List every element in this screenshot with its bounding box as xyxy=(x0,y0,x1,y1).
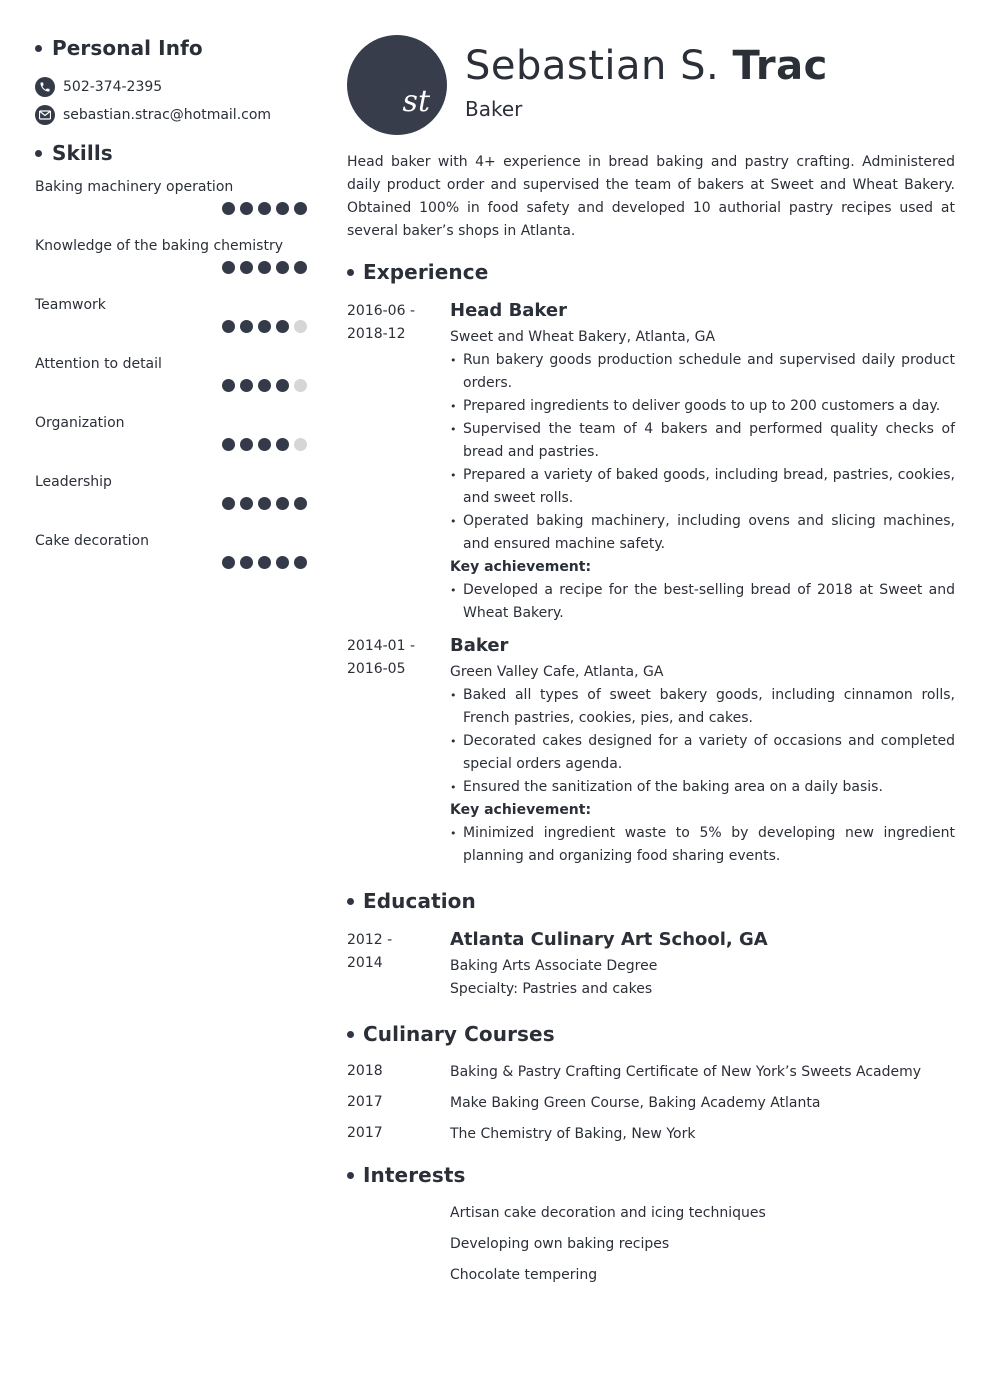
bullet-text: Developed a recipe for the best-selling bread of 2018 at Sweet and Wheat Bakery. xyxy=(463,582,955,621)
education-details xyxy=(450,929,955,1001)
rating-dot-filled xyxy=(240,438,253,451)
bullet-text: Prepared a variety of baked goods, including bread, pastries, cookies, and sweet rolls. xyxy=(463,467,955,506)
skill-item xyxy=(35,472,307,531)
key-achievement-label: Key achievement: xyxy=(450,559,592,575)
course-year: 2018 xyxy=(347,1063,383,1079)
bullet-icon: • xyxy=(450,781,457,794)
courses-heading xyxy=(347,1021,955,1047)
skill-name: Teamwork xyxy=(35,297,106,313)
rating-dot-filled xyxy=(276,379,289,392)
skill-rating xyxy=(222,202,307,215)
education-date-from: 2012 - xyxy=(347,932,393,948)
phone-icon xyxy=(35,77,55,97)
bullet-icon: • xyxy=(450,735,457,748)
skill-name: Baking machinery operation xyxy=(35,179,234,195)
personal-info-heading xyxy=(35,36,307,60)
job-bullet xyxy=(450,418,955,464)
skill-name: Attention to detail xyxy=(35,356,162,372)
degree: Baking Arts Associate Degree xyxy=(450,958,658,974)
course-year: 2017 xyxy=(347,1094,383,1110)
company-name: Sweet and Wheat Bakery, Atlanta, GA xyxy=(450,329,716,345)
education-date xyxy=(347,929,450,1001)
bullet-text: Decorated cakes designed for a variety of occasions and completed special orders agenda. xyxy=(463,733,955,772)
full-name xyxy=(465,41,828,91)
bullet-icon: • xyxy=(450,354,457,367)
rating-dot-filled xyxy=(222,202,235,215)
interest-list xyxy=(347,1197,955,1290)
skill-name: Knowledge of the baking chemistry xyxy=(35,238,283,254)
interest-item: Artisan cake decoration and icing techniques xyxy=(450,1204,766,1221)
job-date-to: 2018-12 xyxy=(347,326,406,342)
rating-dot-filled xyxy=(222,556,235,569)
rating-dot-filled xyxy=(276,438,289,451)
skill-item xyxy=(35,295,307,354)
skills-title: Skills xyxy=(52,141,113,165)
skill-rating xyxy=(222,497,307,510)
experience-heading xyxy=(347,259,955,285)
education-date-to: 2014 xyxy=(347,955,383,971)
rating-dot-filled xyxy=(276,202,289,215)
personal-info-title: Personal Info xyxy=(52,36,203,60)
job-date xyxy=(347,300,450,625)
bullet-text: Run bakery goods production schedule and supervised daily product orders. xyxy=(463,352,955,391)
education-entry xyxy=(347,929,955,1001)
sidebar xyxy=(35,36,307,590)
main-content xyxy=(347,35,955,1290)
section-bullet-icon xyxy=(35,150,42,157)
summary-paragraph: Head baker with 4+ experience in bread baking and pastry crafting. Administered daily product order and supervised the team of bakers at Sweet and Wheat Bakery. Obtained 100% in food safety and developed 10 authorial pastry recipes used at several baker’s shops in Atlanta. xyxy=(347,154,955,239)
phone-number[interactable]: 502-374-2395 xyxy=(63,79,163,95)
skill-item xyxy=(35,413,307,472)
rating-dot-filled xyxy=(294,497,307,510)
rating-dot-filled xyxy=(294,556,307,569)
rating-dot-filled xyxy=(240,379,253,392)
rating-dot-filled xyxy=(258,261,271,274)
school-name: Atlanta Culinary Art School, GA xyxy=(450,929,768,950)
resume-header xyxy=(347,35,955,135)
courses-title: Culinary Courses xyxy=(363,1022,555,1046)
rating-dot-filled xyxy=(222,438,235,451)
interest-item: Chocolate tempering xyxy=(450,1266,598,1283)
course-row xyxy=(347,1056,955,1087)
job-bullet xyxy=(450,776,955,799)
bullet-text: Baked all types of sweet bakery goods, including cinnamon rolls, French pastries, cookies, pies, and cakes. xyxy=(463,687,955,726)
course-name: Baking & Pastry Crafting Certificate of New York’s Sweets Academy xyxy=(450,1063,922,1080)
skill-item xyxy=(35,236,307,295)
rating-dot-filled xyxy=(258,379,271,392)
job-date xyxy=(347,635,450,868)
rating-dot-filled xyxy=(240,320,253,333)
last-name: Trac xyxy=(732,43,828,89)
interest-item: Developing own baking recipes xyxy=(450,1235,670,1252)
bullet-icon: • xyxy=(450,515,457,528)
rating-dot-filled xyxy=(222,320,235,333)
job-details xyxy=(450,300,955,625)
job-bullet xyxy=(450,464,955,510)
course-row xyxy=(347,1087,955,1118)
rating-dot-filled xyxy=(276,497,289,510)
skill-item xyxy=(35,354,307,413)
job-bullet xyxy=(450,730,955,776)
job-bullet xyxy=(450,349,955,395)
job-details xyxy=(450,635,955,868)
rating-dot-filled xyxy=(240,261,253,274)
interests-heading xyxy=(347,1162,955,1188)
contact-list xyxy=(35,73,307,129)
section-bullet-icon xyxy=(347,898,354,905)
skill-name: Cake decoration xyxy=(35,533,149,549)
bullet-icon: • xyxy=(450,469,457,482)
rating-dot-filled xyxy=(240,556,253,569)
job-date-from: 2016-06 - xyxy=(347,303,415,319)
skill-rating xyxy=(222,379,307,392)
course-name: The Chemistry of Baking, New York xyxy=(450,1125,696,1142)
education-heading xyxy=(347,888,955,914)
section-bullet-icon xyxy=(347,269,354,276)
rating-dot-empty xyxy=(294,320,307,333)
job-bullet xyxy=(450,684,955,730)
name-block xyxy=(465,35,828,121)
rating-dot-filled xyxy=(294,202,307,215)
bullet-text: Prepared ingredients to deliver goods to up to 200 customers a day. xyxy=(463,398,941,414)
job-bullet xyxy=(450,510,955,556)
skill-list xyxy=(35,177,307,590)
rating-dot-filled xyxy=(240,202,253,215)
course-year: 2017 xyxy=(347,1125,383,1141)
email-row xyxy=(35,101,307,129)
rating-dot-filled xyxy=(222,261,235,274)
skill-rating xyxy=(222,556,307,569)
envelope-icon xyxy=(35,105,55,125)
key-achievement-bullet xyxy=(450,579,955,625)
email-address[interactable]: sebastian.strac@hotmail.com xyxy=(63,107,272,123)
interests-title: Interests xyxy=(363,1163,466,1187)
job-bullet xyxy=(450,395,955,418)
rating-dot-filled xyxy=(258,497,271,510)
skill-rating xyxy=(222,261,307,274)
rating-dot-filled xyxy=(276,261,289,274)
rating-dot-filled xyxy=(240,497,253,510)
section-bullet-icon xyxy=(35,45,42,52)
skill-rating xyxy=(222,320,307,333)
job-entry xyxy=(347,300,955,625)
bullet-icon: • xyxy=(450,689,457,702)
skill-name: Organization xyxy=(35,415,125,431)
rating-dot-filled xyxy=(258,202,271,215)
bullet-text: Minimized ingredient waste to 5% by developing new ingredient planning and organizing food sharing events. xyxy=(463,825,955,864)
phone-row xyxy=(35,73,307,101)
company-name: Green Valley Cafe, Atlanta, GA xyxy=(450,664,664,680)
bullet-text: Supervised the team of 4 bakers and performed quality checks of bread and pastries. xyxy=(463,421,955,460)
rating-dot-filled xyxy=(258,320,271,333)
key-achievement-label: Key achievement: xyxy=(450,802,592,818)
course-row xyxy=(347,1118,955,1149)
specialty: Specialty: Pastries and cakes xyxy=(450,981,653,997)
rating-dot-filled xyxy=(258,438,271,451)
avatar-initials: st xyxy=(402,84,430,119)
experience-title: Experience xyxy=(363,260,489,284)
bullet-icon: • xyxy=(450,827,457,840)
job-date-from: 2014-01 - xyxy=(347,638,415,654)
rating-dot-filled xyxy=(276,556,289,569)
key-achievement-bullet xyxy=(450,822,955,868)
experience-list xyxy=(347,300,955,868)
rating-dot-filled xyxy=(258,556,271,569)
job-date-to: 2016-05 xyxy=(347,661,406,677)
job-role: Baker xyxy=(465,97,523,121)
course-list xyxy=(347,1056,955,1149)
job-title: Head Baker xyxy=(450,300,568,321)
course-name: Make Baking Green Course, Baking Academy Atlanta xyxy=(450,1094,821,1111)
job-title: Baker xyxy=(450,635,509,656)
rating-dot-filled xyxy=(294,261,307,274)
section-bullet-icon xyxy=(347,1031,354,1038)
bullet-text: Operated baking machinery, including ovens and slicing machines, and ensured machine safety. xyxy=(463,513,955,552)
skill-item xyxy=(35,177,307,236)
education-title: Education xyxy=(363,889,476,913)
avatar xyxy=(347,35,447,135)
job-entry xyxy=(347,635,955,868)
rating-dot-filled xyxy=(276,320,289,333)
section-bullet-icon xyxy=(347,1172,354,1179)
skills-heading xyxy=(35,141,307,165)
bullet-icon: • xyxy=(450,423,457,436)
rating-dot-empty xyxy=(294,379,307,392)
bullet-text: Ensured the sanitization of the baking area on a daily basis. xyxy=(463,779,883,795)
bullet-icon: • xyxy=(450,400,457,413)
rating-dot-empty xyxy=(294,438,307,451)
bullet-icon: • xyxy=(450,584,457,597)
skill-rating xyxy=(222,438,307,451)
rating-dot-filled xyxy=(222,497,235,510)
first-name: Sebastian S. xyxy=(465,43,720,89)
skill-item xyxy=(35,531,307,590)
rating-dot-filled xyxy=(222,379,235,392)
skill-name: Leadership xyxy=(35,474,112,490)
